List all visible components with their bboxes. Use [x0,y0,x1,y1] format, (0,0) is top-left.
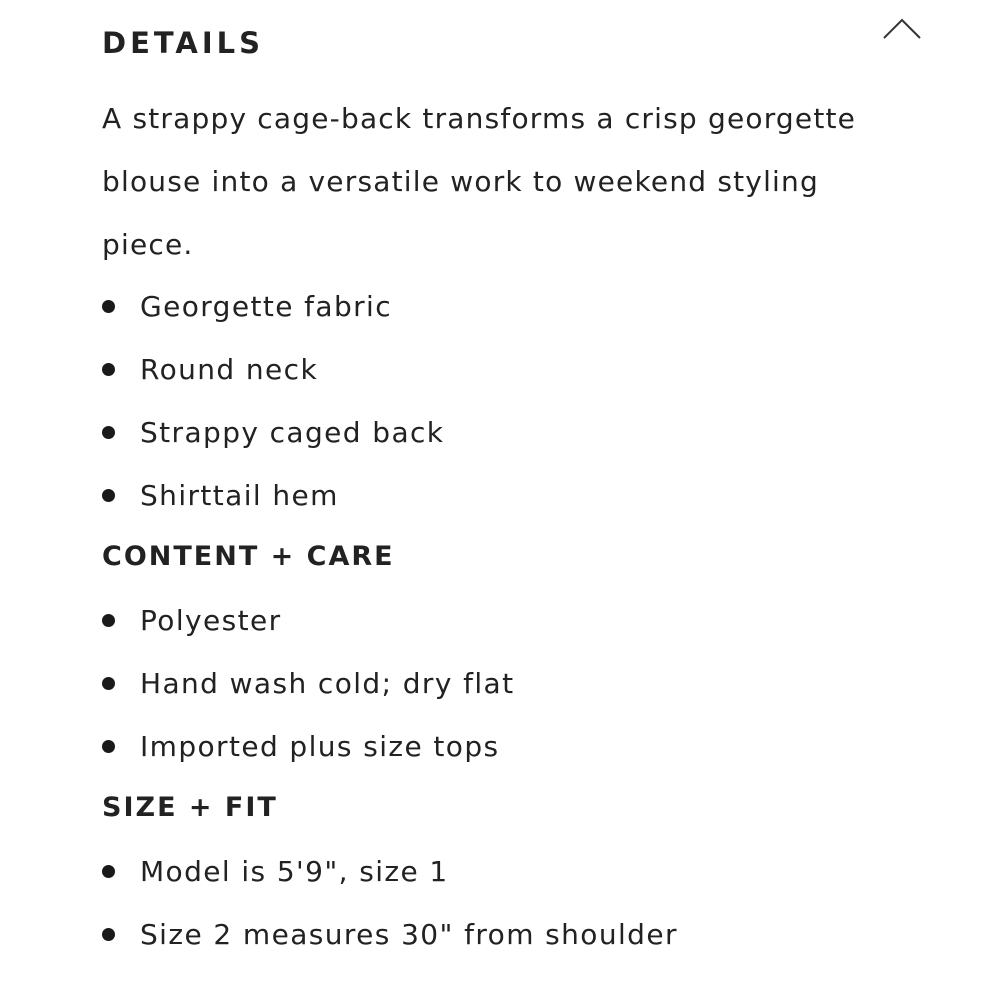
bullet-icon [102,489,115,502]
size-text: Model is 5'9", size 1 [140,855,449,888]
list-item [102,715,514,778]
bullet-icon [102,363,115,376]
chevron-up-icon [882,18,922,42]
list-item [102,275,444,338]
list-item [102,903,678,966]
size-fit-list [102,840,678,966]
bullet-icon [102,614,115,627]
features-list [102,275,444,527]
feature-text: Strappy caged back [140,416,445,449]
list-item [102,589,514,652]
size-fit-heading: SIZE + FIT [102,792,278,823]
bullet-icon [102,677,115,690]
list-item [102,840,678,903]
list-item [102,652,514,715]
product-description: A strappy cage-back transforms a crisp georgette blouse into a versatile work to weekend styling piece. [102,102,857,261]
list-item [102,401,444,464]
details-title: DETAILS [102,26,265,60]
list-item [102,338,444,401]
collapse-toggle-button[interactable] [882,18,922,42]
size-text: Size 2 measures 30" from shoulder [140,918,678,951]
details-accordion-header[interactable] [102,18,922,68]
bullet-icon [102,865,115,878]
feature-text: Round neck [140,353,319,386]
content-care-list [102,589,514,778]
feature-text: Shirttail hem [140,479,339,512]
feature-text: Georgette fabric [140,290,393,323]
content-care-heading: CONTENT + CARE [102,541,395,572]
care-text: Polyester [140,604,282,637]
bullet-icon [102,300,115,313]
list-item [102,464,444,527]
bullet-icon [102,426,115,439]
care-text: Hand wash cold; dry flat [140,667,515,700]
bullet-icon [102,928,115,941]
care-text: Imported plus size tops [140,730,500,763]
bullet-icon [102,740,115,753]
